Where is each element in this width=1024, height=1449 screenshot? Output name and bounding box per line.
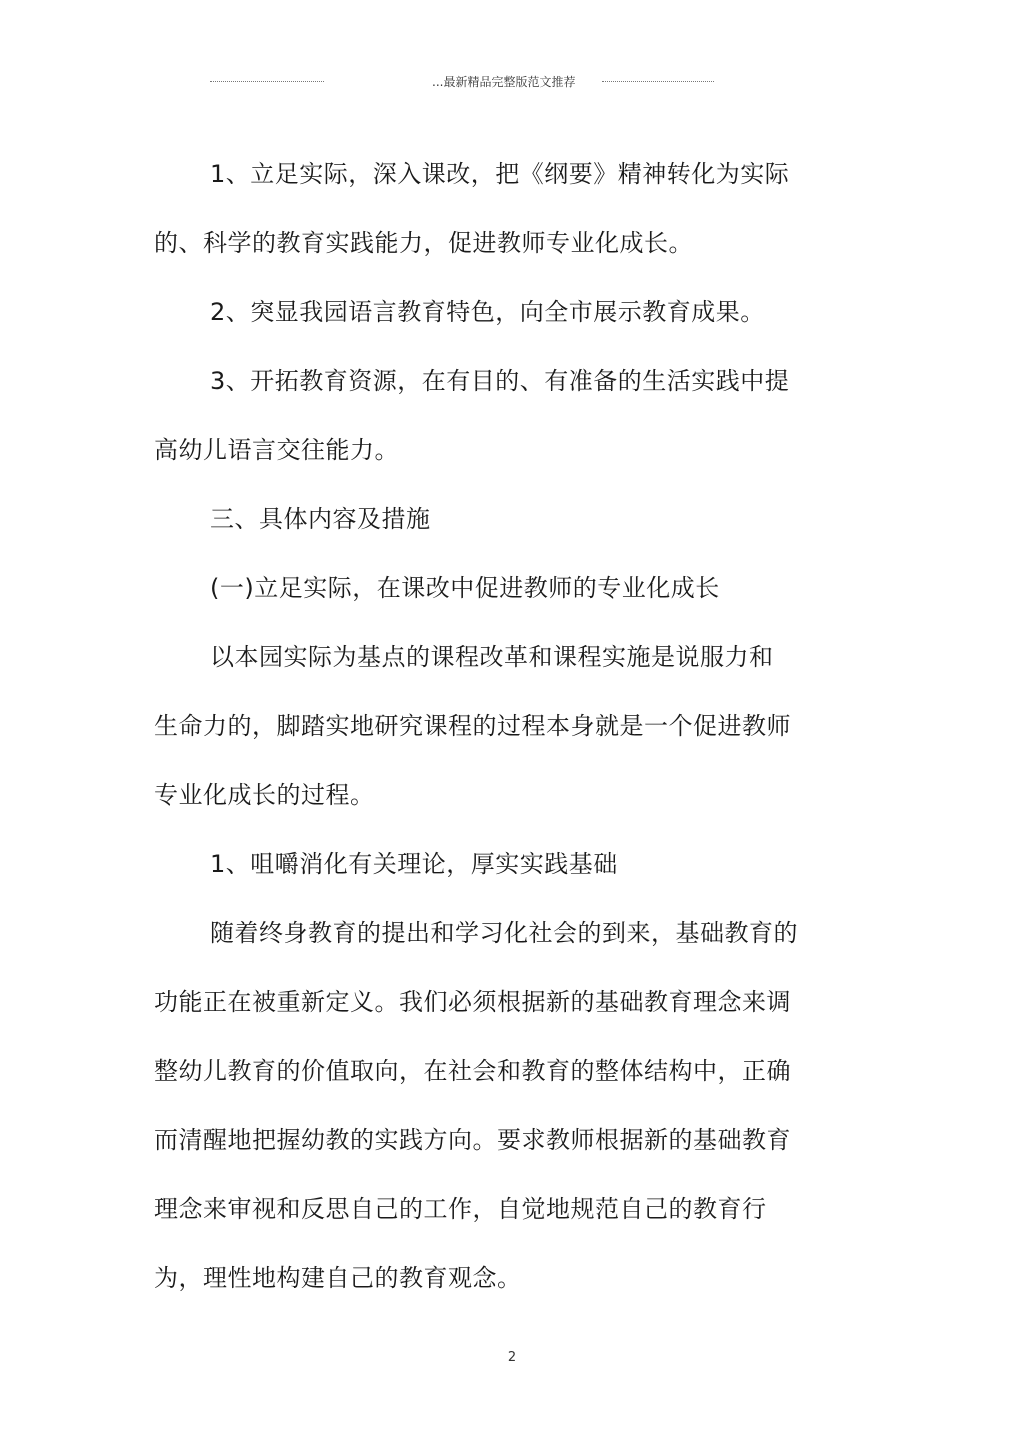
text-line: 的、科学的教育实践能力，促进教师专业化成长。 bbox=[154, 229, 693, 257]
text-line: 3、开拓教育资源，在有目的、有准备的生活实践中提 bbox=[210, 367, 790, 395]
text-line: 1、立足实际，深入课改，把《纲要》精神转化为实际 bbox=[210, 160, 790, 188]
text-line: 1、咀嚼消化有关理论，厚实实践基础 bbox=[210, 850, 618, 878]
text-line: 专业化成长的过程。 bbox=[154, 781, 375, 809]
text-line: 理念来审视和反思自己的工作，自觉地规范自己的教育行 bbox=[154, 1195, 767, 1223]
page-header bbox=[0, 73, 1024, 93]
text-line: 整幼儿教育的价值取向，在社会和教育的整体结构中，正确 bbox=[154, 1057, 791, 1085]
text-line: 而清醒地把握幼教的实践方向。要求教师根据新的基础教育 bbox=[154, 1126, 791, 1154]
text-line: 2、突显我园语言教育特色，向全市展示教育成果。 bbox=[210, 298, 765, 326]
header-dotted-rule-left bbox=[210, 81, 324, 82]
header-title: ...最新精品完整版范文推荐 bbox=[432, 75, 576, 89]
text-line: 功能正在被重新定义。我们必须根据新的基础教育理念来调 bbox=[154, 988, 791, 1016]
text-line: 三、具体内容及措施 bbox=[210, 505, 431, 533]
text-line: 高幼儿语言交往能力。 bbox=[154, 436, 399, 464]
text-line: 为，理性地构建自己的教育观念。 bbox=[154, 1264, 522, 1292]
text-line: 随着终身教育的提出和学习化社会的到来，基础教育的 bbox=[210, 919, 798, 947]
text-line: (一)立足实际，在课改中促进教师的专业化成长 bbox=[210, 574, 720, 602]
document-body bbox=[154, 140, 814, 1313]
header-dotted-rule-right bbox=[602, 81, 714, 82]
text-line: 生命力的，脚踏实地研究课程的过程本身就是一个促进教师 bbox=[154, 712, 791, 740]
page-number: 2 bbox=[507, 1350, 517, 1365]
text-line: 以本园实际为基点的课程改革和课程实施是说服力和 bbox=[210, 643, 774, 671]
